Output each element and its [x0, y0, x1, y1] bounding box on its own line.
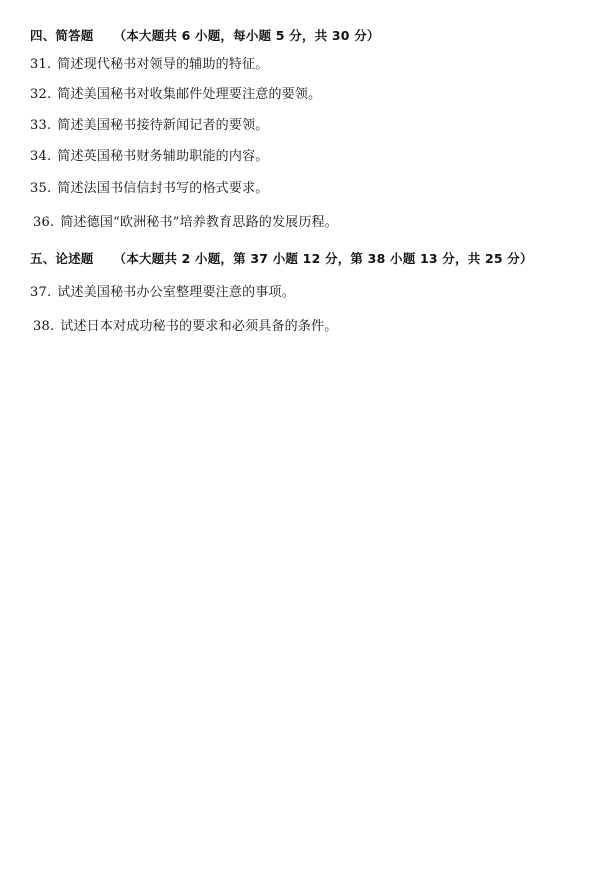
question-text: 试述日本对成功秘书的要求和必须具备的条件。	[60, 319, 338, 334]
question-number: 31.	[30, 57, 52, 72]
question-number: 38.	[33, 319, 55, 334]
question-36	[33, 214, 338, 232]
question-34	[30, 148, 268, 166]
question-text: 试述美国秘书办公室整理要注意的事项。	[57, 285, 295, 300]
question-text: 简述德国“欧洲秘书”培养教育思路的发展历程。	[60, 215, 338, 230]
section-note: （本大题共 6 小题，每小题 5 分，共 30 分）	[113, 28, 380, 43]
section-title: 四、简答题	[30, 28, 94, 43]
question-text: 简述现代秘书对领导的辅助的特征。	[57, 57, 269, 72]
question-38	[33, 318, 337, 336]
question-37	[30, 284, 295, 302]
question-number: 33.	[30, 118, 52, 133]
question-text: 简述英国秘书财务辅助职能的内容。	[57, 149, 269, 164]
section-title: 五、论述题	[30, 251, 94, 266]
question-number: 36.	[33, 215, 55, 230]
question-text: 简述法国书信信封书写的格式要求。	[57, 181, 269, 196]
question-text: 简述美国秘书接待新闻记者的要领。	[57, 118, 269, 133]
section-note: （本大题共 2 小题，第 37 小题 12 分，第 38 小题 13 分，共 25 分）	[113, 251, 533, 266]
question-number: 37.	[30, 285, 52, 300]
question-33	[30, 117, 268, 135]
question-35	[30, 180, 268, 198]
question-number: 34.	[30, 149, 52, 164]
question-31	[30, 56, 268, 74]
question-32	[30, 86, 321, 104]
question-number: 32.	[30, 87, 52, 102]
question-text: 简述美国秘书对收集邮件处理要注意的要领。	[57, 87, 322, 102]
question-number: 35.	[30, 181, 52, 196]
section-heading-essay	[30, 250, 533, 268]
section-heading-short-answer	[30, 27, 380, 45]
